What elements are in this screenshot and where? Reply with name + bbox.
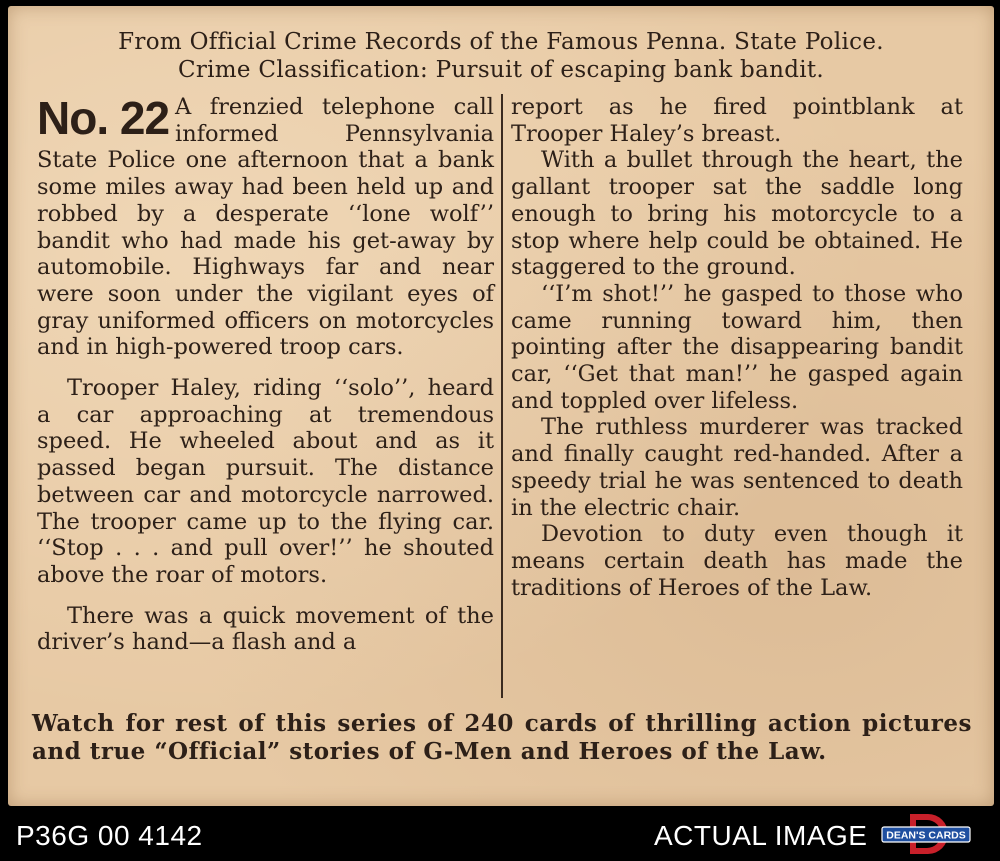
- series-footer: Watch for rest of this series of 240 cards of thrilling action pictures and true “Official” stories of G-Men and Heroes of the Law.: [32, 710, 972, 765]
- story-paragraph: The ruthless murderer was tracked and finally caught red-handed. After a speedy trial he was sentenced to death in the electric chair.: [511, 414, 963, 521]
- card-back: [8, 6, 994, 806]
- left-column: [37, 94, 494, 656]
- story-text: A frenzied telephone call informed Pennsylvania State Police one afternoon that a bank some miles away had been held up and robbed by a desperate ‘‘lone wolf’’ bandit who had made his get-away by automobile. Highways far and near were soon under the vigilant eyes of gray uniformed officers on motorcycles and in high-powered troop cars.: [37, 94, 494, 361]
- right-column: [511, 94, 963, 601]
- card-number: No. 22: [37, 92, 170, 144]
- story-paragraph: With a bullet through the heart, the gallant trooper sat the saddle long enough to bring his motorcycle to a stop where help could be obtained. He staggered to the ground.: [511, 147, 963, 281]
- column-divider: [501, 94, 503, 698]
- story-paragraph: ‘‘I’m shot!’’ he gasped to those who came running toward him, then pointing after the disappearing bandit car, ‘‘Get that man!’’ he gasped again and toppled over lifeless.: [511, 280, 963, 414]
- actual-image-label: ACTUAL IMAGE: [654, 820, 868, 851]
- header-line-1: From Official Crime Records of the Famous Penna. State Police.: [118, 29, 884, 55]
- story-paragraph: Devotion to duty even though it means certain death has made the traditions of Heroes of the Law.: [511, 521, 963, 601]
- deans-cards-logo-icon: [880, 812, 972, 856]
- card-header: [8, 28, 994, 84]
- svg-text:DEAN'S CARDS: DEAN'S CARDS: [886, 829, 966, 842]
- story-paragraph: report as he fired pointblank at Trooper Haley’s breast.: [511, 94, 963, 147]
- story-paragraph: Trooper Haley, riding ‘‘solo’’, heard a car approaching at tremendous speed. He wheeled about and as it passed began pursuit. The distance between car and motorcycle narrowed. The trooper came up to the flying car. ‘‘Stop . . . and pull over!’’ he shouted above the roar of motors.: [37, 375, 494, 588]
- item-id: P36G 00 4142: [16, 820, 203, 851]
- story-paragraph: [37, 94, 494, 361]
- header-line-2: Crime Classification: Pursuit of escaping bank bandit.: [177, 57, 825, 83]
- story-paragraph: There was a quick movement of the driver’s hand—a flash and a: [37, 602, 494, 656]
